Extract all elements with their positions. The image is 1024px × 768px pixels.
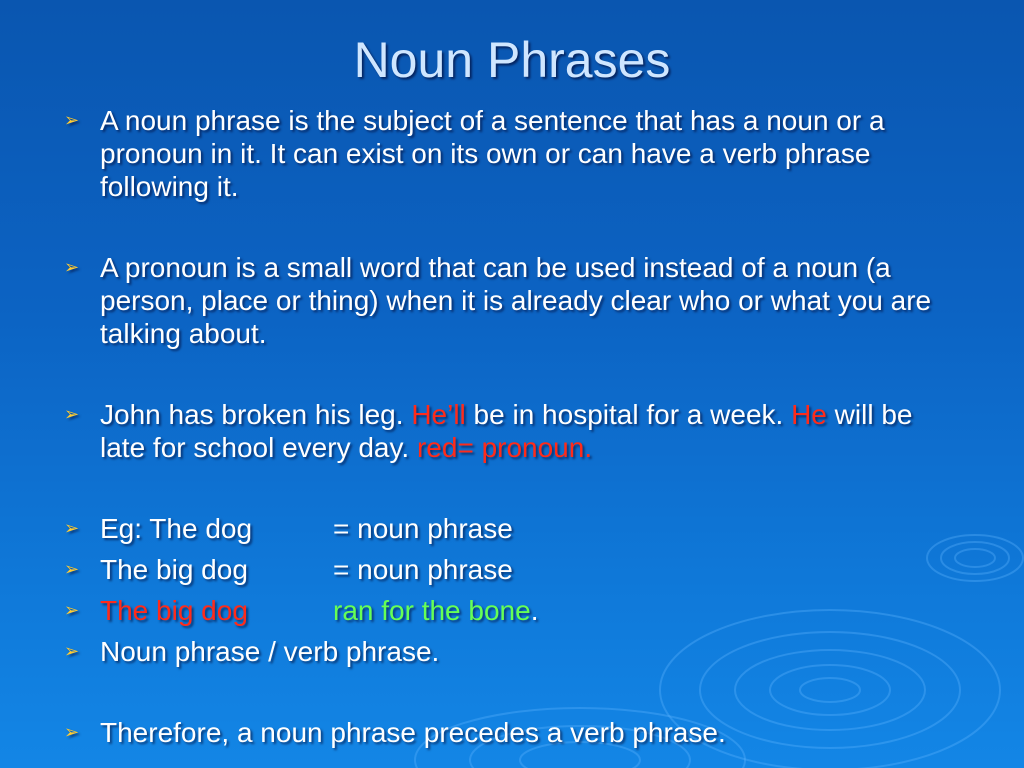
- bullet-text-part: will be late for school every day.: [100, 399, 913, 463]
- arrow-bullet-icon: ➢: [64, 110, 80, 130]
- bullet-text-part: John has broken his leg.: [100, 399, 412, 430]
- arrow-bullet-icon: ➢: [64, 641, 80, 661]
- phrase-label: = noun phrase: [333, 513, 513, 544]
- bullet-text: Therefore, a noun phrase precedes a verb phrase.: [100, 717, 726, 748]
- bullet-eg-the-dog: [64, 512, 964, 545]
- verb-phrase-wrapper: [333, 594, 538, 627]
- bullet-example-sentence: [64, 398, 964, 464]
- pronoun-highlight: He: [791, 399, 827, 430]
- arrow-bullet-icon: ➢: [64, 559, 80, 579]
- bullet-noun-phrase-definition: [64, 104, 964, 203]
- bullet-pronoun-definition: [64, 251, 964, 350]
- arrow-bullet-icon: ➢: [64, 257, 80, 277]
- bullet-text: Noun phrase / verb phrase.: [100, 636, 440, 667]
- phrase-label: = noun phrase: [333, 554, 513, 585]
- arrow-bullet-icon: ➢: [64, 722, 80, 742]
- sentence-end: .: [530, 595, 539, 626]
- bullet-text: A pronoun is a small word that can be used instead of a noun (a person, place or thing) when it is already clear who or what you are talking about.: [100, 252, 932, 349]
- noun-phrase-highlight: The big dog: [100, 595, 248, 626]
- verb-phrase-highlight: ran for the bone: [333, 595, 531, 626]
- bullet-text: A noun phrase is the subject of a sentence that has a noun or a pronoun in it. It can exist on its own or can have a verb phrase following it.: [100, 105, 885, 202]
- phrase-text: The big dog: [100, 554, 248, 585]
- pronoun-highlight: He’ll: [411, 399, 466, 430]
- bullet-noun-verb: [64, 635, 964, 668]
- legend-note: red= pronoun.: [416, 432, 593, 463]
- bullet-conclusion: [64, 716, 964, 749]
- slide-title: Noun Phrases: [353, 32, 671, 88]
- bullet-list: [64, 104, 964, 749]
- arrow-bullet-icon: ➢: [64, 518, 80, 538]
- arrow-bullet-icon: ➢: [64, 404, 80, 424]
- bullet-the-big-dog: [64, 553, 964, 586]
- arrow-bullet-icon: ➢: [64, 600, 80, 620]
- bullet-full-sentence: [64, 594, 964, 627]
- phrase-text: Eg: The dog: [100, 513, 253, 544]
- bullet-text-part: be in hospital for a week.: [465, 399, 792, 430]
